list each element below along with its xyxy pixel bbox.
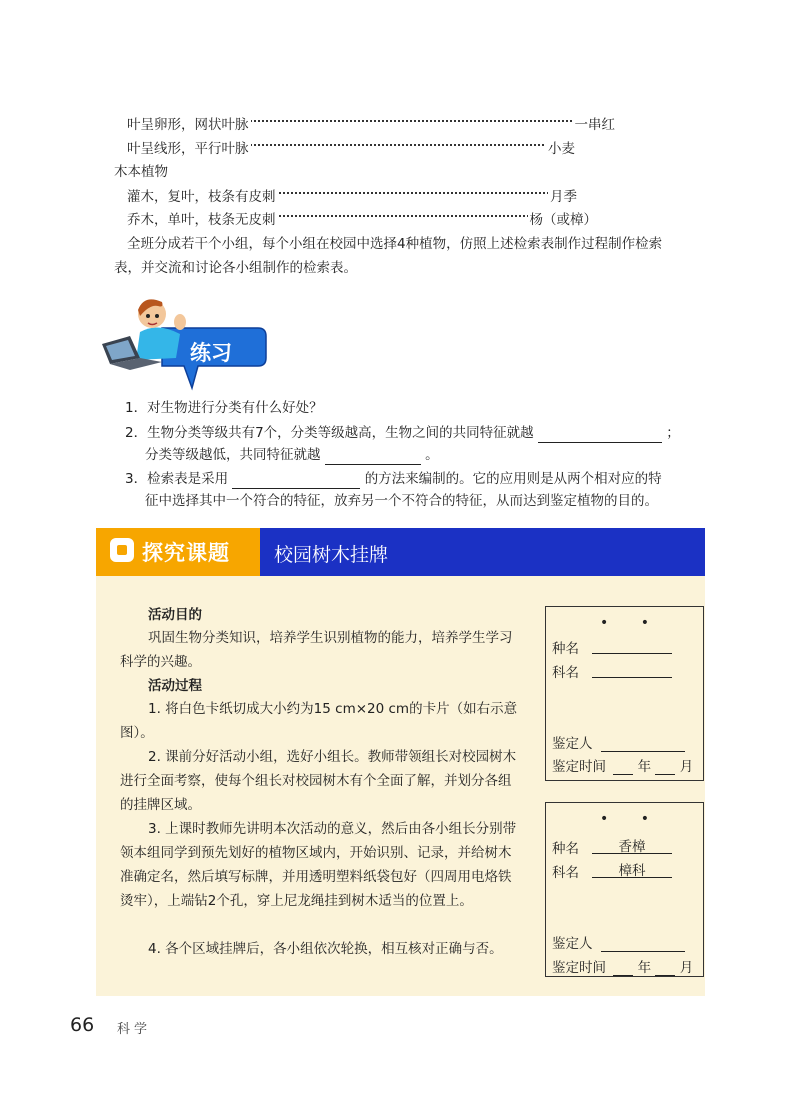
exercise-badge-label: 练习 <box>190 341 232 365</box>
answer-blank <box>538 428 662 443</box>
species-row <box>552 637 579 657</box>
key-row-2-trait: 叶呈线形，平行叶脉 <box>127 138 251 160</box>
species-field <box>592 837 672 854</box>
key-row-3-trait: 灌木，复叶，枝条有皮刺 <box>127 186 278 208</box>
exercise-q2-line-1 <box>125 423 680 443</box>
key-row-4-trait: 乔木，单叶，枝条无皮刺 <box>127 209 278 231</box>
identifier-label: 鉴定人 <box>552 936 593 952</box>
family-value: 樟科 <box>618 863 646 879</box>
goal-text: 巩固生物分类知识，培养学生识别植物的能力，培养学生学习科学的兴趣。 <box>120 630 513 670</box>
species-label: 种名 <box>552 841 579 857</box>
identifier-row <box>552 732 685 752</box>
time-row <box>552 956 693 976</box>
exercise-q3-line-1 <box>125 469 662 489</box>
process-step-4: 4. 各个区域挂牌后，各小组依次轮换，相互核对正确与否。 <box>148 941 503 957</box>
exercise-q3-line-2: 征中选择其中一个符合的特征，放弃另一个不符合的特征，从而达到鉴定植物的目的。 <box>145 493 658 509</box>
answer-blank <box>232 474 360 489</box>
species-label: 种名 <box>552 641 579 657</box>
month-blank <box>655 961 675 976</box>
month-blank <box>655 760 675 775</box>
hang-holes: • • <box>600 811 663 827</box>
subject-label: 科学 <box>117 1022 152 1037</box>
inquiry-banner <box>96 528 705 576</box>
inquiry-category-block <box>96 528 260 576</box>
key-row-3-plant: 月季 <box>548 186 577 208</box>
hang-holes: • • <box>600 615 663 631</box>
year-label: 年 <box>637 759 652 775</box>
time-label: 鉴定时间 <box>552 960 606 976</box>
square-icon <box>110 538 134 562</box>
identifier-blank <box>601 937 685 952</box>
key-row-3 <box>127 186 577 208</box>
tree-label-card-example <box>545 802 704 977</box>
inquiry-category: 探究课题 <box>142 541 230 565</box>
key-row-2 <box>127 138 575 160</box>
key-instruction-line-2: 表，并交流和讨论各小组制作的检索表。 <box>114 260 357 276</box>
species-field <box>592 637 672 654</box>
exercise-q2b-text: 分类等级越低，共同特征就越 <box>145 447 321 463</box>
time-label: 鉴定时间 <box>552 759 606 775</box>
student-laptop-illustration <box>100 292 270 392</box>
process-step-1: 1. 将白色卡纸切成大小约为15 cm×20 cm的卡片（如右示意图）。 <box>120 701 518 741</box>
month-label: 月 <box>679 960 694 976</box>
year-label: 年 <box>637 960 652 976</box>
species-value: 香樟 <box>618 839 646 855</box>
identifier-row <box>552 932 685 952</box>
family-field <box>592 861 672 878</box>
answer-blank <box>325 450 421 465</box>
key-row-2-plant: 小麦 <box>546 138 575 160</box>
exercise-q1: 1．对生物进行分类有什么好处？ <box>125 400 323 416</box>
family-row <box>552 861 646 881</box>
process-heading: 活动过程 <box>148 678 202 694</box>
exercise-badge <box>100 292 270 392</box>
key-group-title: 木本植物 <box>114 164 168 180</box>
identifier-blank <box>601 737 685 752</box>
exercise-q2-line-2 <box>145 445 439 465</box>
identifier-label: 鉴定人 <box>552 736 593 752</box>
month-label: 月 <box>679 759 694 775</box>
time-row <box>552 755 693 775</box>
key-row-1 <box>127 114 615 136</box>
tree-label-card-blank <box>545 606 704 781</box>
page-number: 66 <box>70 1014 95 1036</box>
family-label: 科名 <box>552 665 579 681</box>
family-field <box>592 661 672 678</box>
exercise-q2b-end: 。 <box>425 447 439 463</box>
exercise-q2-text: 2．生物分类等级共有7个，分类等级越高，生物之间的共同特征就越 <box>125 425 534 441</box>
process-step-3: 3. 上课时教师先讲明本次活动的意义，然后由各小组长分别带领本组同学到预先划好的植物区域内，开始识别、记录，并给树木准确定名，然后填写标牌，并用透明塑料纸袋包好（四周用电烙铁烫牢），上端钻2个孔，穿上尼龙绳挂到树木适当的位置上。 <box>120 821 517 909</box>
goal-heading: 活动目的 <box>148 607 202 623</box>
family-row <box>552 661 579 681</box>
key-instruction-line-1: 全班分成若干个小组，每个小组在校园中选择4种植物，仿照上述检索表制作过程制作检索 <box>127 236 663 252</box>
key-row-4-plant: 杨（或樟） <box>528 209 598 231</box>
exercise-q3-cont: 的方法来编制的。它的应用则是从两个相对应的特 <box>364 471 662 487</box>
family-label: 科名 <box>552 865 579 881</box>
key-row-1-trait: 叶呈卵形，网状叶脉 <box>127 114 251 136</box>
exercise-q2-end: ； <box>666 425 680 441</box>
key-row-4 <box>127 209 597 231</box>
year-blank <box>613 760 633 775</box>
key-row-1-plant: 一串红 <box>573 114 616 136</box>
year-blank <box>613 961 633 976</box>
process-step-2: 2. 课前分好活动小组，选好小组长。教师带领组长对校园树木进行全面考察，使每个组长对校园树木有个全面了解，并划分各组的挂牌区域。 <box>120 749 517 813</box>
exercise-q3-text: 3．检索表是采用 <box>125 471 229 487</box>
species-row <box>552 837 646 857</box>
inquiry-topic: 校园树木挂牌 <box>274 544 389 566</box>
